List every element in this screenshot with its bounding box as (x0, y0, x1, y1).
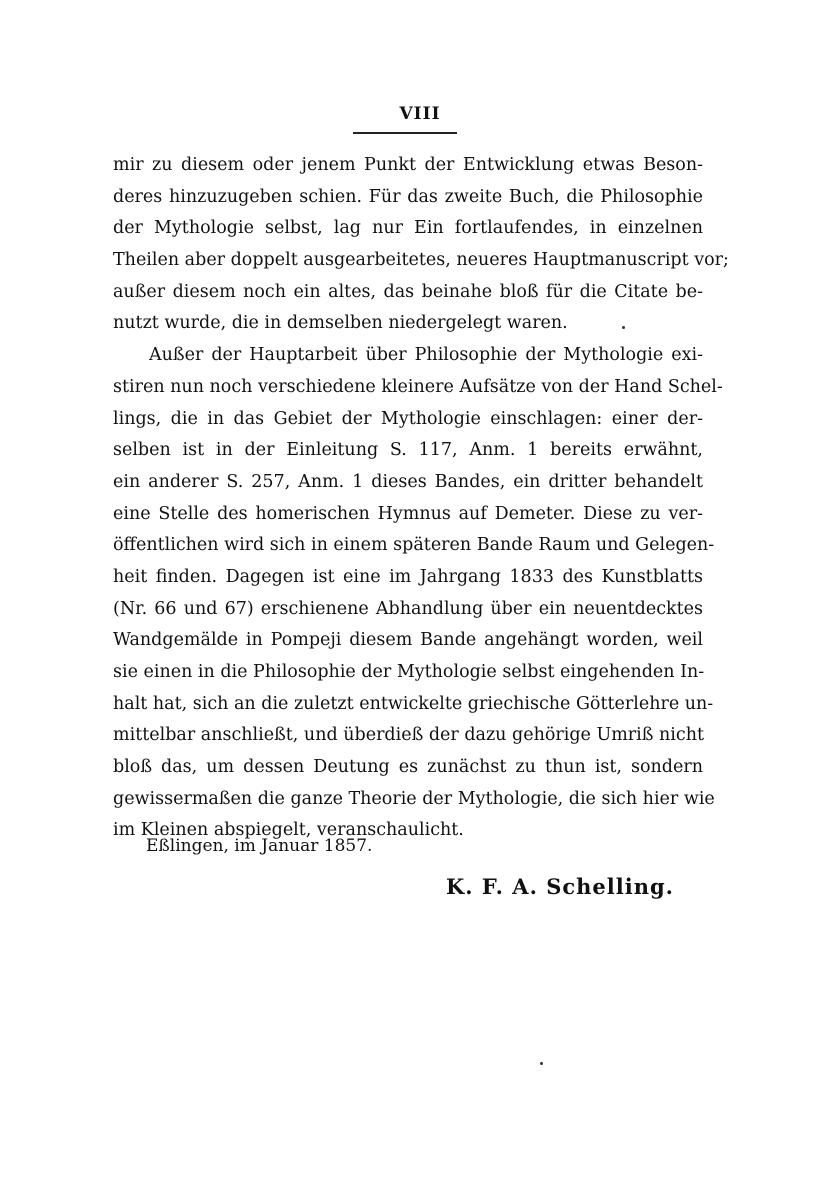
text-line: heit finden. Dagegen ist eine im Jahrgang 1833 des Kunstblatts (113, 566, 703, 587)
text-line: mir zu diesem oder jenem Punkt der Entwicklung etwas Beson- (113, 155, 703, 175)
text-line: eine Stelle des homerischen Hymnus auf Demeter. Diese zu ver- (113, 503, 703, 524)
body-text (113, 150, 729, 847)
text-line: Außer der Hauptarbeit über Philosophie der Mythologie exi- (149, 345, 703, 366)
text-line: ein anderer S. 257, Anm. 1 dieses Bandes, ein dritter behandelt (113, 471, 703, 492)
place-date: Eßlingen, im Januar 1857. (146, 836, 373, 856)
text-line: Wandgemälde in Pompeji diesem Bande angehängt worden, weil (113, 630, 703, 651)
text-line: selben ist in der Einleitung S. 117, Anm. 1 bereits erwähnt, (113, 440, 703, 461)
text-line: der Mythologie selbst, lag nur Ein fortlaufendes, in einzelnen (113, 218, 703, 239)
text-line: lings, die in das Gebiet der Mythologie einschlagen: einer der- (113, 408, 703, 429)
text-line: Theilen aber doppelt ausgearbeitetes, neueres Hauptmanuscript vor; (113, 250, 729, 271)
signature: K. F. A. Schelling. (446, 874, 674, 899)
text-line: sie einen in die Philosophie der Mythologie selbst eingehenden In- (113, 662, 705, 682)
print-speck (540, 1062, 543, 1065)
text-line: halt hat, sich an die zuletzt entwickelte griechische Götterlehre un- (113, 693, 714, 714)
text-line: deres hinzuzugeben schien. Für das zweite Buch, die Philosophie (113, 186, 703, 207)
text-line: im Kleinen abspiegelt, veranschaulicht. (113, 820, 464, 841)
text-line: öffentlichen wird sich in einem späteren Bande Raum und Gelegen- (113, 535, 715, 556)
text-line: mittelbar anschließt, und überdieß der dazu gehörige Umriß nicht (113, 725, 704, 746)
text-line: außer diesem noch ein altes, das beinahe bloß für die Citate be- (113, 281, 703, 302)
header-rule (353, 132, 457, 134)
text-line: nutzt wurde, die in demselben niedergelegt waren. (113, 313, 568, 334)
text-line: bloß das, um dessen Deutung es zunächst zu thun ist, sondern (113, 757, 703, 778)
print-speck (622, 326, 625, 329)
text-line: stiren nun noch verschiedene kleinere Aufsätze von der Hand Schel- (113, 376, 723, 397)
page-number: VIII (399, 104, 441, 124)
text-line: gewissermaßen die ganze Theorie der Mythologie, die sich hier wie (113, 788, 715, 809)
text-line: (Nr. 66 und 67) erschienene Abhandlung über ein neuentdecktes (113, 598, 703, 619)
